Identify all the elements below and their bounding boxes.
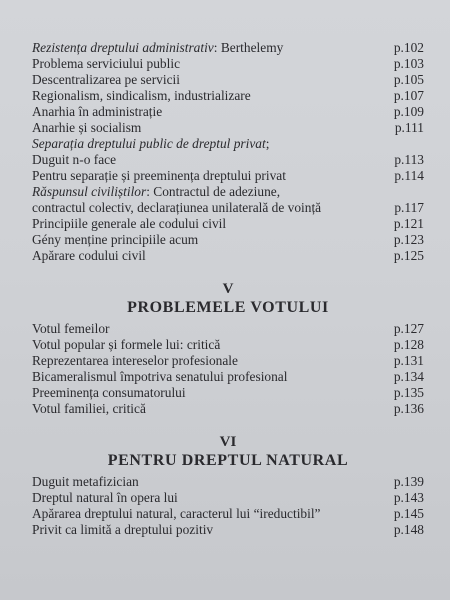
- toc-entry: [32, 506, 424, 522]
- toc-entry: [32, 168, 424, 184]
- section-number: V: [222, 281, 234, 297]
- toc-entry: [32, 522, 424, 538]
- toc-entry-title: Duguit n-o face: [32, 152, 117, 167]
- toc-entry-title: : Contractul de adeziune,: [146, 184, 281, 199]
- toc-entry-title: Dreptul natural în opera lui: [32, 490, 178, 505]
- toc-entry: [32, 369, 424, 385]
- toc-entry: [32, 120, 424, 136]
- toc-entry: [32, 136, 424, 152]
- toc-page-number: p.114: [394, 168, 424, 183]
- toc-entry-title: Gény menține principiile acum: [32, 232, 199, 247]
- toc-entry: [32, 88, 424, 104]
- toc-page-number: p.148: [393, 522, 424, 537]
- toc-page-number: p.125: [393, 248, 424, 263]
- table-of-contents: [32, 40, 424, 538]
- toc-entry-title: Votul femeilor: [32, 321, 110, 336]
- toc-page-number: p.121: [393, 216, 424, 231]
- toc-entry-title: Descentralizarea pe servicii: [32, 72, 180, 87]
- toc-entry: [32, 152, 424, 168]
- toc-entry-title: Bicameralismul împotriva senatului profesional: [32, 369, 288, 384]
- toc-entry: [32, 401, 424, 417]
- toc-entry: [32, 40, 424, 56]
- toc-page-number: p.113: [394, 152, 424, 167]
- toc-page-number: p.111: [394, 120, 424, 135]
- toc-entry-title: Reprezentarea intereselor profesionale: [32, 353, 238, 368]
- toc-entry: [32, 385, 424, 401]
- toc-entry: [32, 321, 424, 337]
- toc-page-number: p.131: [393, 353, 424, 368]
- section-number: VI: [219, 434, 237, 450]
- toc-entry-title: ;: [265, 136, 270, 151]
- toc-entry-italic-title: Răspunsul civiliștilor: [32, 184, 147, 199]
- toc-page-number: p.143: [393, 490, 424, 505]
- toc-entry-title: Problema serviciului public: [32, 56, 181, 71]
- toc-entry-italic-title: Rezistența dreptului administrativ: [32, 40, 214, 55]
- toc-page-number: p.139: [393, 474, 424, 489]
- toc-entry-title: Votul familiei, critică: [32, 401, 146, 416]
- toc-entry-title: Duguit metafizician: [32, 474, 139, 489]
- toc-entry-title: Votul popular și formele lui: critică: [32, 337, 221, 352]
- toc-entry: [32, 216, 424, 232]
- toc-entry-title: Preeminența consumatorului: [32, 385, 186, 400]
- toc-entry-title: Privit ca limită a dreptului pozitiv: [32, 522, 214, 537]
- toc-page-number: p.145: [393, 506, 424, 521]
- toc-entry-title: Anarhie și socialism: [32, 120, 142, 135]
- toc-entry: [32, 474, 424, 490]
- toc-entry: [32, 104, 424, 120]
- toc-entry: [32, 72, 424, 88]
- toc-entry-title: Anarhia în administrație: [32, 104, 163, 119]
- section-title: PENTRU DREPTUL NATURAL: [107, 452, 349, 469]
- toc-entry: [32, 248, 424, 264]
- toc-page-number: p.136: [393, 401, 424, 416]
- toc-page-number: p.123: [393, 232, 424, 247]
- toc-entry-title: Pentru separație și preeminența dreptului privat: [32, 168, 286, 183]
- toc-page-number: p.109: [393, 104, 424, 119]
- toc-page-number: p.107: [393, 88, 424, 103]
- toc-entry-italic-title: Separația dreptului public de dreptul privat: [32, 136, 266, 151]
- toc-page-number: p.105: [393, 72, 424, 87]
- toc-page-number: p.117: [394, 200, 424, 215]
- toc-page-number: p.127: [393, 321, 424, 336]
- toc-entry: [32, 353, 424, 369]
- toc-entry: [32, 56, 424, 72]
- toc-page-number: p.135: [393, 385, 424, 400]
- toc-entry-title: Regionalism, sindicalism, industrializare: [32, 88, 251, 103]
- toc-page-number: p.128: [393, 337, 424, 352]
- toc-entry-title: contractul colectiv, declarațiunea unilaterală de voință: [32, 200, 322, 215]
- toc-entry-title: Principiile generale ale codului civil: [32, 216, 227, 231]
- toc-entry-title: Apărare codului civil: [32, 248, 146, 263]
- toc-entry-title: Apărarea dreptului natural, caracterul lui “ireductibil”: [32, 506, 321, 521]
- toc-entry: [32, 490, 424, 506]
- toc-entry: [32, 184, 424, 200]
- toc-entry: [32, 337, 424, 353]
- toc-page-number: p.134: [393, 369, 424, 384]
- toc-entry: [32, 232, 424, 248]
- toc-page-number: p.102: [393, 40, 424, 55]
- section-title: PROBLEMELE VOTULUI: [127, 299, 329, 316]
- toc-entry: [32, 200, 424, 216]
- toc-page-number: p.103: [393, 56, 424, 71]
- toc-entry-title: : Berthelemy: [213, 40, 284, 55]
